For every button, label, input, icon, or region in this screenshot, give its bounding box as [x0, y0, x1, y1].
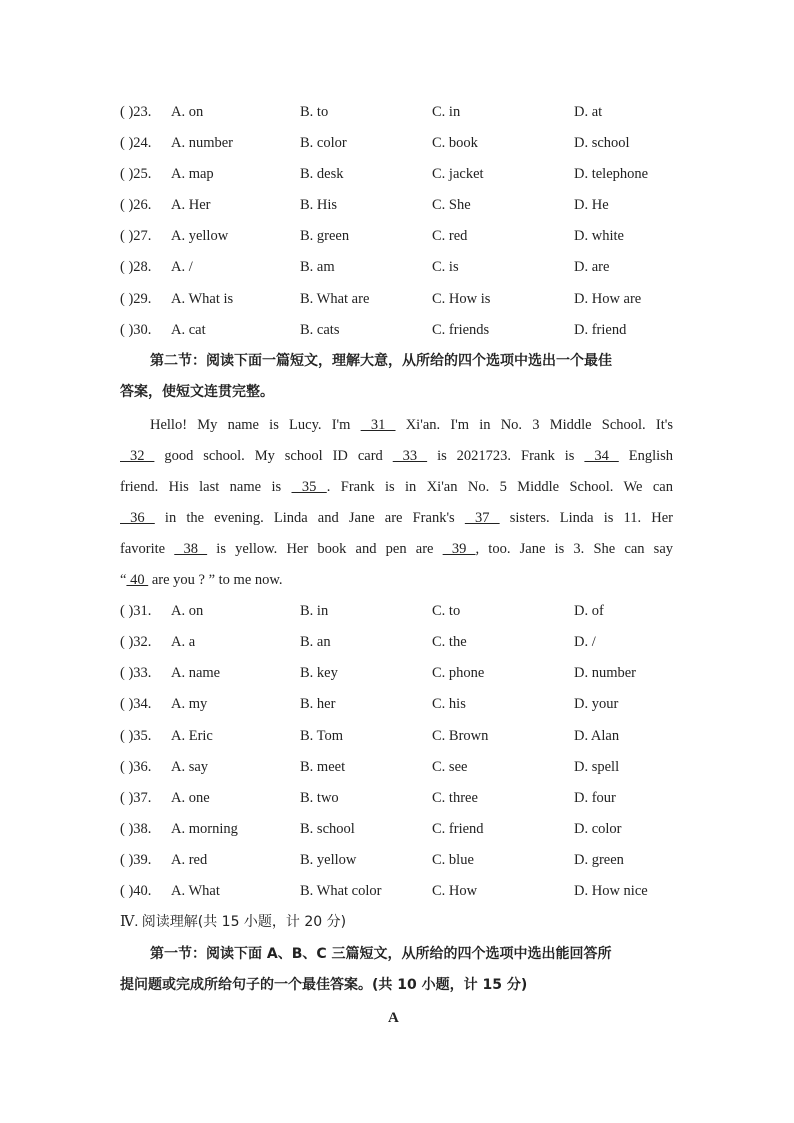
section4-title-text: 阅读理解(共 15 小题，计 20 分)	[141, 914, 347, 930]
option-c: C. jacket	[432, 166, 484, 182]
option-b: B. two	[300, 790, 339, 806]
option-c: C. How	[432, 883, 478, 899]
passage-text: friend. His last name is	[120, 479, 292, 495]
section4-title	[120, 910, 346, 934]
option-a: A. yellow	[171, 228, 229, 244]
option-b: B. am	[300, 259, 335, 275]
passage-text: is yellow. Her book and pen are	[207, 541, 443, 557]
blank-33: 33	[392, 448, 428, 464]
option-b: B. key	[300, 665, 338, 681]
passage-line	[120, 565, 673, 596]
passage-line	[120, 410, 673, 441]
option-b: B. His	[300, 197, 338, 213]
question-number: ( )39.	[120, 852, 152, 868]
question-number: ( )35.	[120, 728, 152, 744]
option-a: A. name	[171, 665, 221, 681]
question-number: ( )28.	[120, 259, 152, 275]
passage-text: favorite	[120, 541, 175, 557]
option-b: B. yellow	[300, 852, 357, 868]
option-b: B. cats	[300, 322, 340, 338]
option-a: A. red	[171, 852, 208, 868]
option-b: B. in	[300, 603, 329, 619]
option-a: A. say	[171, 759, 209, 775]
option-c: C. phone	[432, 665, 485, 681]
option-d: D. are	[574, 259, 610, 275]
blank-36: 36	[120, 510, 155, 526]
option-a: A. cat	[171, 322, 206, 338]
option-c: C. red	[432, 228, 468, 244]
option-a: A. number	[171, 135, 234, 151]
passage-line	[120, 472, 673, 503]
option-d: D. He	[574, 197, 609, 213]
blank-38: 38	[174, 541, 208, 557]
option-b: B. school	[300, 821, 355, 837]
option-d: D. green	[574, 852, 624, 868]
question-number: ( )26.	[120, 197, 152, 213]
option-b: B. to	[300, 104, 329, 120]
option-c: C. the	[432, 634, 467, 650]
option-a: A. my	[171, 696, 208, 712]
option-c: C. to	[432, 603, 461, 619]
option-c: C. How is	[432, 291, 491, 307]
question-number: ( )23.	[120, 104, 152, 120]
passage-text: , too. Jane is 3. She can say	[475, 541, 673, 557]
section4-roman-numeral: Ⅳ.	[120, 914, 142, 930]
option-c: C. She	[432, 197, 471, 213]
option-b: B. her	[300, 696, 336, 712]
option-d: D. How nice	[574, 883, 648, 899]
option-d: D. color	[574, 821, 622, 837]
blank-34: 34	[584, 448, 619, 464]
option-d: D. at	[574, 104, 603, 120]
passage-line	[120, 534, 673, 565]
option-a: A. Eric	[171, 728, 213, 744]
passage-text: Hello! My name is Lucy. I'm	[150, 417, 361, 433]
option-a: A. map	[171, 166, 214, 182]
option-b: B. What are	[300, 291, 370, 307]
option-b: B. color	[300, 135, 347, 151]
option-c: C. friend	[432, 821, 484, 837]
option-d: D. white	[574, 228, 624, 244]
option-d: D. friend	[574, 322, 627, 338]
section4-subheading	[120, 939, 675, 1001]
option-a: A. What is	[171, 291, 234, 307]
option-b: B. What color	[300, 883, 382, 899]
passage-text: are you ? ” to me now.	[148, 572, 283, 588]
passage-text: English	[618, 448, 673, 464]
option-a: A. on	[171, 603, 204, 619]
option-c: C. in	[432, 104, 461, 120]
option-a: A. morning	[171, 821, 238, 837]
question-number: ( )27.	[120, 228, 152, 244]
question-number: ( )34.	[120, 696, 152, 712]
option-b: B. green	[300, 228, 350, 244]
section2-heading-line2: 答案，使短文连贯完整。	[120, 384, 274, 400]
blank-32: 32	[120, 448, 155, 464]
option-d: D. your	[574, 696, 619, 712]
blank-39: 39	[442, 541, 476, 557]
passage-line	[120, 503, 673, 534]
section4-subheading-line1: 第一节：阅读下面 A、B、C 三篇短文，从所给的四个选项中选出能回答所	[150, 946, 612, 962]
option-c: C. his	[432, 696, 466, 712]
passage-text: Xi'an. I'm in No. 3 Middle School. It's	[395, 417, 673, 433]
option-d: D. /	[574, 634, 596, 650]
option-d: D. school	[574, 135, 630, 151]
option-d: D. number	[574, 665, 637, 681]
option-d: D. of	[574, 603, 604, 619]
passage-text: sisters. Linda is 11. Her	[499, 510, 673, 526]
passage-text: good school. My school ID card	[154, 448, 393, 464]
question-number: ( )24.	[120, 135, 152, 151]
question-number: ( )36.	[120, 759, 152, 775]
question-number: ( )30.	[120, 322, 152, 338]
option-d: D. How are	[574, 291, 642, 307]
blank-31: 31	[360, 417, 396, 433]
option-c: C. friends	[432, 322, 490, 338]
blank-37: 37	[464, 510, 500, 526]
option-a: A. What	[171, 883, 220, 899]
option-a: A. /	[171, 259, 193, 275]
question-number: ( )25.	[120, 166, 152, 182]
passage-text: . Frank is in Xi'an No. 5 Middle School. We can	[326, 479, 673, 495]
option-c: C. Brown	[432, 728, 489, 744]
option-d: D. spell	[574, 759, 620, 775]
section2-heading	[120, 346, 675, 408]
question-number: ( )29.	[120, 291, 152, 307]
passage-text: “	[120, 572, 127, 588]
passage-text: in the evening. Linda and Jane are Frank's	[154, 510, 465, 526]
option-d: D. Alan	[574, 728, 620, 744]
option-d: D. four	[574, 790, 616, 806]
section2-heading-line1: 第二节：阅读下面一篇短文，理解大意，从所给的四个选项中选出一个最佳	[150, 353, 612, 369]
question-number: ( )32.	[120, 634, 152, 650]
option-a: A. on	[171, 104, 204, 120]
option-c: C. blue	[432, 852, 474, 868]
blank-35: 35	[291, 479, 327, 495]
question-number: ( )33.	[120, 665, 152, 681]
cloze-passage	[120, 410, 673, 596]
option-c: C. book	[432, 135, 478, 151]
option-d: D. telephone	[574, 166, 649, 182]
option-b: B. Tom	[300, 728, 344, 744]
question-number: ( )38.	[120, 821, 152, 837]
option-b: B. desk	[300, 166, 344, 182]
section4-subheading-line2: 提问题或完成所给句子的一个最佳答案。(共 10 小题，计 15 分)	[120, 977, 528, 993]
passage-text: is 2021723. Frank is	[427, 448, 585, 464]
option-b: B. an	[300, 634, 331, 650]
option-a: A. a	[171, 634, 196, 650]
option-a: A. Her	[171, 197, 211, 213]
option-c: C. three	[432, 790, 478, 806]
passage-letter: A	[388, 1010, 399, 1026]
blank-40: 40	[126, 572, 149, 588]
passage-line	[120, 441, 673, 472]
option-a: A. one	[171, 790, 210, 806]
option-c: C. see	[432, 759, 468, 775]
option-c: C. is	[432, 259, 459, 275]
question-number: ( )40.	[120, 883, 152, 899]
question-number: ( )37.	[120, 790, 152, 806]
question-number: ( )31.	[120, 603, 152, 619]
option-b: B. meet	[300, 759, 346, 775]
